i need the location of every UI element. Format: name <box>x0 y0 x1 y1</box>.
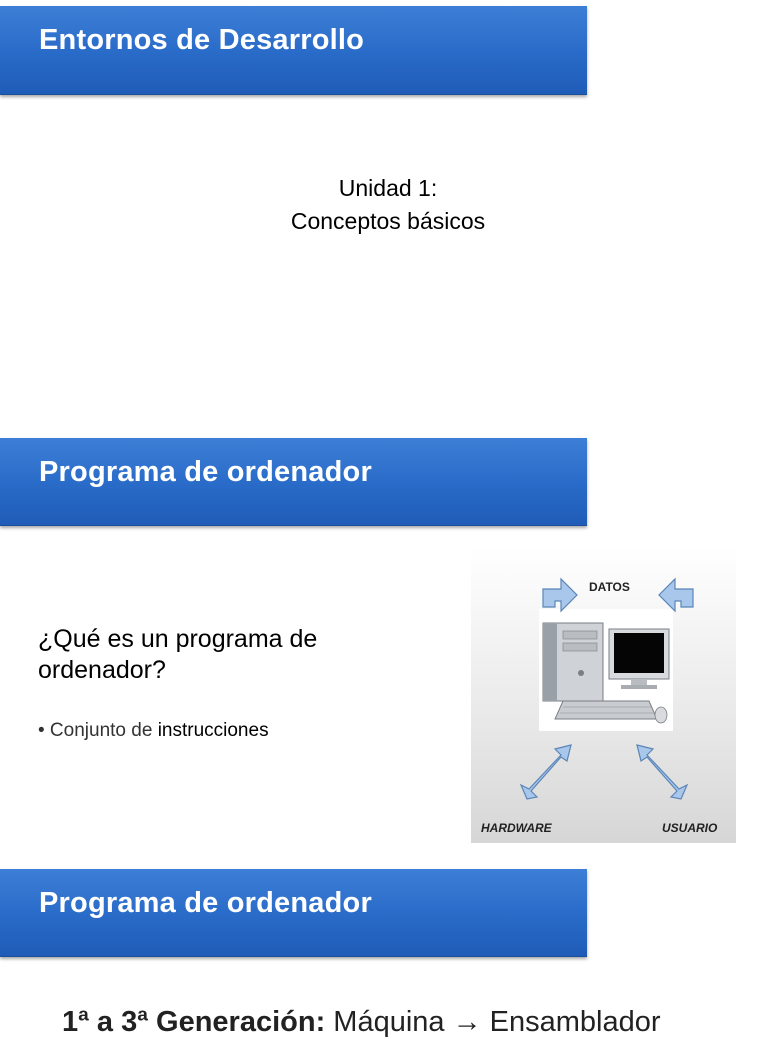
slide-title: Entornos de Desarrollo <box>39 24 365 56</box>
double-arrow-icon <box>637 745 687 799</box>
bullet-emphasis: instrucciones <box>157 720 269 741</box>
question-line: ¿Qué es un programa de <box>38 625 318 653</box>
slide-title: Programa de ordenador <box>39 456 372 488</box>
computer-diagram <box>471 547 736 843</box>
generation-rest: Máquina → Ensamblador <box>325 1006 661 1038</box>
slide-title-banner <box>0 438 587 526</box>
generation-text <box>62 1006 762 1039</box>
question-heading <box>38 624 438 686</box>
slide-title-banner <box>0 869 587 957</box>
datos-label: DATOS <box>589 580 630 594</box>
unit-number: Unidad 1: <box>338 175 438 201</box>
keyboard-icon <box>555 701 657 719</box>
hardware-label: HARDWARE <box>481 821 552 835</box>
bullet-item <box>38 720 269 742</box>
arrow-icon <box>659 579 693 611</box>
slide-title-banner <box>0 6 587 95</box>
arrow-icon <box>543 579 577 611</box>
double-arrow-icon <box>521 745 571 799</box>
bullet-prefix: • Conjunto de <box>38 720 153 741</box>
mouse-icon <box>655 707 667 723</box>
generation-bold: 1ª a 3ª Generación: <box>62 1006 326 1038</box>
unit-heading <box>188 172 588 238</box>
question-line: ordenador? <box>38 656 166 684</box>
unit-subtitle: Conceptos básicos <box>290 208 486 234</box>
slide-title: Programa de ordenador <box>39 887 372 919</box>
usuario-label: USUARIO <box>662 821 718 835</box>
